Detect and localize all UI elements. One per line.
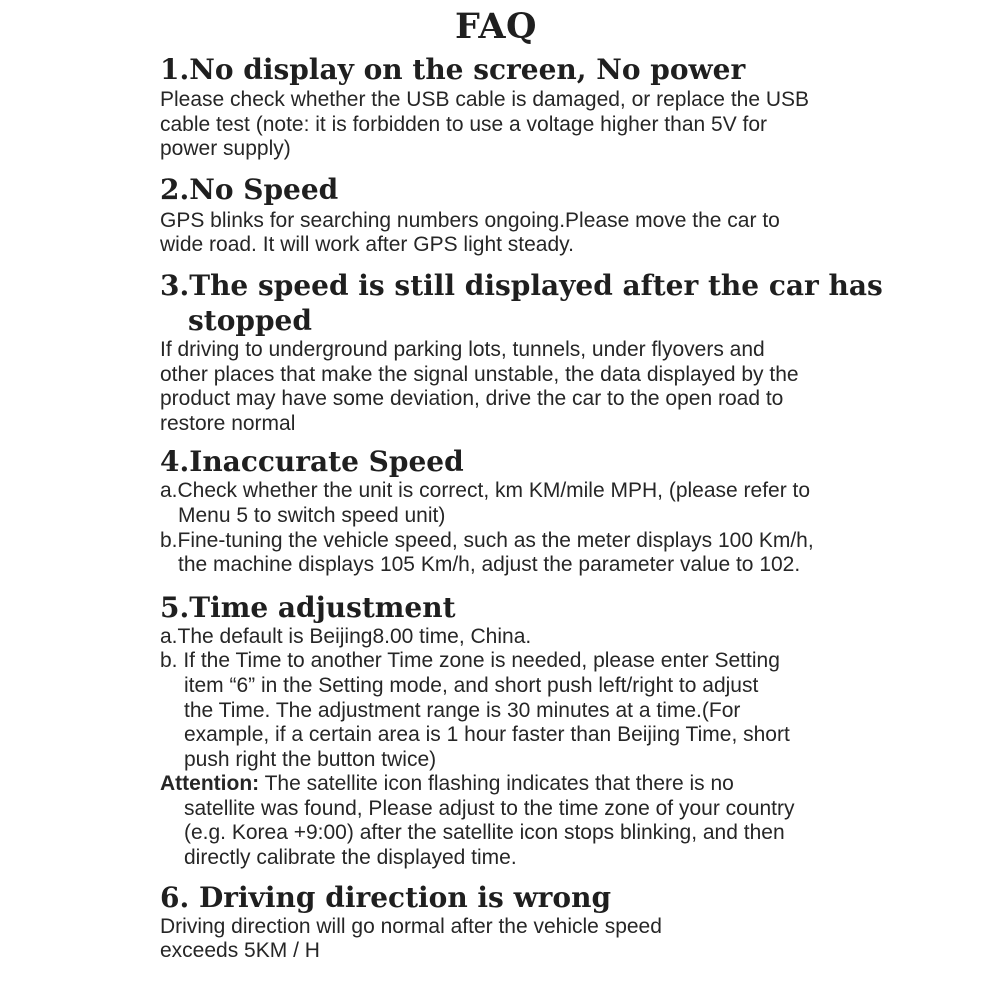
- answer-line: a.Check whether the unit is correct, km KM/mile MPH, (please refer to: [160, 479, 811, 503]
- faq-heading-inaccurate-speed: 4.Inaccurate Speed: [160, 445, 464, 479]
- answer-line: GPS blinks for searching numbers ongoing.Please move the car to: [160, 208, 780, 232]
- list-item: a.The default is Beijing8.00 time, China.: [160, 624, 532, 648]
- list-item: [160, 649, 850, 772]
- faq-content: [160, 52, 883, 964]
- answer-line: cable test (note: it is forbidden to use a voltage higher than 5V for: [160, 112, 768, 136]
- answer-line: [160, 772, 850, 797]
- list-item: [160, 529, 850, 578]
- answer-line: b. If the Time to another Time zone is needed, please enter Setting: [160, 649, 780, 673]
- faq-heading-no-speed: 2.No Speed: [160, 172, 339, 206]
- answer-line: example, if a certain area is 1 hour faster than Beijing Time, short: [184, 723, 790, 747]
- answer-line: item “6” in the Setting mode, and short push left/right to adjust: [184, 673, 759, 697]
- faq-answer-time-adjustment: [160, 625, 850, 871]
- attention-note: [160, 772, 850, 870]
- answer-line: the Time. The adjustment range is 30 minutes at a time.(For: [184, 698, 741, 722]
- answer-line: product may have some deviation, drive the car to the open road to: [160, 387, 784, 411]
- answer-line: If driving to underground parking lots, tunnels, under flyovers and: [160, 337, 765, 361]
- list-item: [160, 479, 850, 528]
- faq-answer-driving-direction: [160, 915, 850, 964]
- answer-line: restore normal: [160, 411, 296, 435]
- answer-line: Driving direction will go normal after the vehicle speed: [160, 914, 662, 938]
- heading-line: stopped: [188, 303, 312, 337]
- attention-label: Attention:: [160, 772, 260, 796]
- answer-line: satellite was found, Please adjust to the time zone of your country: [184, 796, 795, 820]
- faq-answer-inaccurate-speed: [160, 479, 850, 577]
- faq-heading-speed-after-stop: [160, 268, 883, 338]
- faq-answer-no-display: [160, 88, 850, 162]
- faq-heading-no-display: 1.No display on the screen, No power: [160, 53, 746, 86]
- answer-line: Menu 5 to switch speed unit): [178, 503, 446, 527]
- answer-line: power supply): [160, 137, 291, 161]
- answer-line: the machine displays 105 Km/h, adjust the parameter value to 102.: [178, 553, 801, 577]
- answer-line: Please check whether the USB cable is damaged, or replace the USB: [160, 88, 810, 111]
- answer-line: (e.g. Korea +9:00) after the satellite icon stops blinking, and then: [184, 821, 785, 845]
- answer-line: directly calibrate the displayed time.: [184, 846, 517, 870]
- attention-text: The satellite icon flashing indicates that there is no: [259, 772, 734, 796]
- faq-answer-no-speed: [160, 209, 850, 258]
- heading-line: 3.The speed is still displayed after the car has: [160, 268, 883, 302]
- answer-line: other places that make the signal unstable, the data displayed by the: [160, 362, 799, 386]
- answer-line: wide road. It will work after GPS light steady.: [160, 233, 574, 257]
- answer-line: exceeds 5KM / H: [160, 939, 320, 963]
- answer-line: push right the button twice): [184, 747, 437, 771]
- answer-line: b.Fine-tuning the vehicle speed, such as the meter displays 100 Km/h,: [160, 528, 814, 552]
- faq-answer-speed-after-stop: [160, 338, 850, 436]
- faq-heading-driving-direction: 6. Driving direction is wrong: [160, 880, 612, 914]
- faq-heading-time-adjustment: 5.Time adjustment: [160, 590, 456, 624]
- page-title: FAQ: [455, 6, 537, 47]
